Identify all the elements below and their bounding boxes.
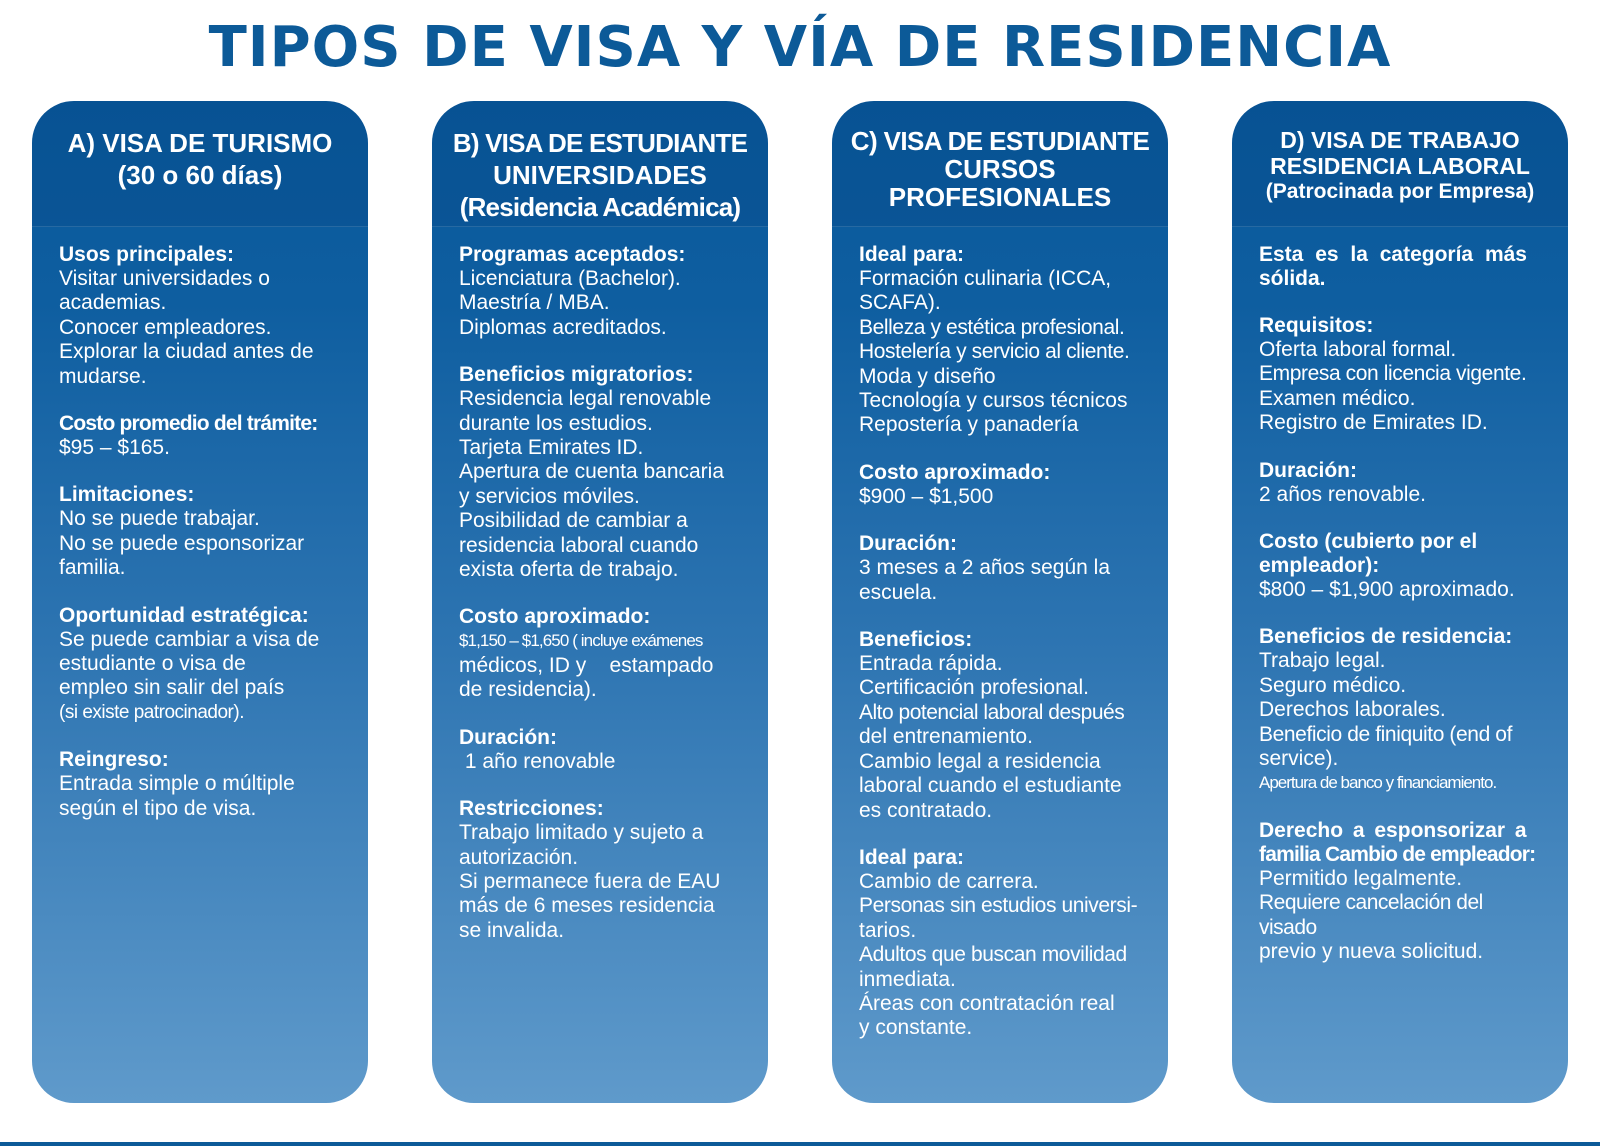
section-title: familia Cambio de empleador: <box>1259 842 1536 866</box>
page-title: TIPOS DE VISA Y VÍA DE RESIDENCIA <box>208 15 1392 80</box>
text-line: Adultos que buscan movilidad <box>859 943 1127 967</box>
card-subtitle: PROFESIONALES <box>888 182 1112 212</box>
text-line: tarios. <box>859 918 917 942</box>
text-line: 1 año renovable <box>459 749 616 773</box>
section-title: Oportunidad estratégica: <box>59 603 309 627</box>
text-line: Cambio de carrera. <box>859 869 1039 893</box>
text-line: Apertura de cuenta bancaria <box>459 460 725 484</box>
text-line: Seguro médico. <box>1259 673 1407 697</box>
text-line: 2 años renovable. <box>1259 482 1426 506</box>
text-line: Hostelería y servicio al cliente. <box>859 340 1130 364</box>
section-title: Ideal para: <box>859 845 965 869</box>
text-line: Visitar universidades o <box>59 267 270 290</box>
text-line: Tecnología y cursos técnicos <box>859 389 1128 413</box>
card-title: B) VISA DE ESTUDIANTE <box>452 128 748 158</box>
text-line: es contratado. <box>859 798 993 822</box>
section-title: Duración: <box>1259 458 1358 482</box>
text-line: del entrenamiento. <box>859 725 1033 749</box>
section-ideal-for-2 <box>859 846 1140 1041</box>
text-line: Tarjeta Emirates ID. <box>459 436 644 460</box>
section-duration <box>859 532 1140 605</box>
text-line: Diplomas acreditados. <box>459 315 667 339</box>
section-title: Duración: <box>459 725 558 749</box>
text-line: residencia laboral cuando <box>459 533 699 557</box>
section-title: Restricciones: <box>459 797 604 821</box>
section-reentry <box>59 748 340 821</box>
card-subtitle: UNIVERSIDADES <box>493 160 707 190</box>
section-restrictions <box>459 797 740 943</box>
text-line: autorización. <box>459 845 579 869</box>
text-line: inmediata. <box>859 967 956 991</box>
text-line: $1,150 – $1,650 ( incluye exámenes <box>459 631 703 651</box>
section-title: Costo aproximado: <box>459 605 651 629</box>
text-line: y servicios móviles. <box>459 484 640 508</box>
text-line: (si existe patrocinador). <box>59 701 244 723</box>
text-line: durante los estudios. <box>459 411 653 435</box>
text-line: Oferta laboral formal. <box>1259 338 1457 361</box>
section-family-sponsorship <box>1259 819 1540 965</box>
section-duration <box>1259 459 1540 507</box>
card-subtitle: CURSOS <box>944 154 1056 184</box>
section-cost <box>59 412 340 460</box>
text-line: Registro de Emirates ID. <box>1259 411 1488 435</box>
card-student-visa-university <box>432 101 768 1103</box>
text-line: médicos, ID y estampado <box>459 653 714 677</box>
section-title: Limitaciones: <box>59 483 195 507</box>
section-migration-benefits <box>459 363 740 582</box>
section-title: Costo (cubierto por el <box>1259 530 1478 554</box>
text-line: Certificación profesional. <box>859 676 1089 700</box>
text-line: Examen médico. <box>1259 386 1416 410</box>
text-line: Derechos laborales. <box>1259 698 1446 722</box>
card-header <box>432 101 768 227</box>
text-line: academias. <box>59 291 167 315</box>
section-title: Duración: <box>859 532 958 556</box>
text-line: Entrada simple o múltiple <box>59 772 295 796</box>
text-line: Si permanece fuera de EAU <box>459 869 721 893</box>
card-subtitle: (30 o 60 días) <box>117 160 283 190</box>
section-title: Esta es la categoría más <box>1259 243 1527 266</box>
text-line: empleo sin salir del país <box>59 676 285 700</box>
footer-rule <box>0 1142 1600 1146</box>
text-line: familia. <box>59 556 126 580</box>
text-line: Repostería y panadería <box>859 413 1079 437</box>
text-line: Maestría / MBA. <box>459 291 610 315</box>
text-line: escuela. <box>859 580 938 604</box>
section-title: Programas aceptados: <box>459 243 686 266</box>
text-line: más de 6 meses residencia <box>459 894 715 918</box>
section-title: sólida. <box>1259 267 1326 290</box>
section-title: Costo aproximado: <box>859 460 1051 484</box>
section-approx-cost <box>459 605 740 702</box>
text-line: $800 – $1,900 aproximado. <box>1259 578 1515 602</box>
section-ideal-for <box>859 243 1140 438</box>
section-title: Costo promedio del trámite: <box>59 412 318 436</box>
text-line: No se puede trabajar. <box>59 507 260 531</box>
card-body <box>32 227 368 821</box>
section-limitations <box>59 483 340 580</box>
text-line: Moda y diseño <box>859 364 996 388</box>
card-body <box>832 227 1168 1041</box>
section-accepted-programs <box>459 243 740 340</box>
text-line: Apertura de banco y financiamiento. <box>1259 773 1497 793</box>
text-line: Conocer empleadores. <box>59 315 272 339</box>
section-title: Reingreso: <box>59 748 169 772</box>
text-line: según el tipo de visa. <box>59 796 257 820</box>
text-line: Formación culinaria (ICCA, <box>859 267 1112 290</box>
text-line: y constante. <box>859 1016 973 1040</box>
section-title: Derecho a esponsorizar a <box>1259 818 1527 842</box>
text-line: Trabajo legal. <box>1259 649 1386 673</box>
card-subtitle: (Residencia Académica) <box>459 192 741 222</box>
text-line: Cambio legal a residencia <box>859 749 1101 773</box>
text-line: Personas sin estudios universi- <box>859 894 1138 918</box>
card-header <box>832 101 1168 227</box>
card-header <box>1232 101 1568 227</box>
card-title: C) VISA DE ESTUDIANTE <box>850 126 1150 156</box>
card-subtitle: RESIDENCIA LABORAL <box>1270 153 1530 179</box>
card-title: D) VISA DE TRABAJO <box>1280 127 1520 153</box>
section-title: Requisitos: <box>1259 314 1374 337</box>
text-line: 3 meses a 2 años según la <box>859 556 1110 580</box>
text-line: Entrada rápida. <box>859 652 1003 676</box>
text-line: Permitido legalmente. <box>1259 866 1463 890</box>
card-tourist-visa <box>32 101 368 1103</box>
card-subtitle: (Patrocinada por Empresa) <box>1265 180 1535 203</box>
section-title: Beneficios de residencia: <box>1259 625 1513 649</box>
card-title: A) VISA DE TURISMO <box>67 128 333 158</box>
section-main-uses <box>59 243 340 389</box>
text-line: Posibilidad de cambiar a <box>459 509 688 533</box>
text-line: $95 – $165. <box>59 436 170 460</box>
section-approx-cost <box>859 461 1140 509</box>
section-title: Ideal para: <box>859 243 965 266</box>
text-line: de residencia). <box>459 678 597 702</box>
text-line: Explorar la ciudad antes de <box>59 340 314 364</box>
text-line: se invalida. <box>459 918 565 942</box>
section-residence-benefits <box>1259 625 1540 795</box>
section-cost <box>1259 530 1540 602</box>
section-title: Beneficios migratorios: <box>459 363 694 387</box>
text-line: Belleza y estética profesional. <box>859 315 1125 339</box>
section-duration <box>459 726 740 774</box>
section-benefits <box>859 628 1140 823</box>
text-line: $900 – $1,500 <box>859 484 994 508</box>
text-line: Se puede cambiar a visa de <box>59 627 320 651</box>
text-line: Alto potencial laboral después <box>859 700 1125 724</box>
section-intro <box>1259 243 1540 291</box>
text-line: Beneficio de finiquito (end of <box>1259 722 1513 746</box>
text-line: service). <box>1259 747 1339 771</box>
section-title: Usos principales: <box>59 243 235 266</box>
card-header <box>32 101 368 227</box>
card-student-visa-courses <box>832 101 1168 1103</box>
text-line: estudiante o visa de <box>59 652 246 676</box>
card-work-visa <box>1232 101 1568 1103</box>
text-line: mudarse. <box>59 364 147 388</box>
text-line: Áreas con contratación real <box>859 991 1115 1015</box>
card-body <box>432 227 768 943</box>
text-line: No se puede esponsorizar <box>59 531 305 555</box>
section-title: Beneficios: <box>859 628 973 652</box>
text-line: Trabajo limitado y sujeto a <box>459 821 704 845</box>
card-body <box>1232 227 1568 965</box>
text-line: SCAFA). <box>859 291 941 315</box>
section-title: empleador): <box>1259 554 1380 578</box>
text-line: exista oferta de trabajo. <box>459 558 679 582</box>
text-line: laboral cuando el estudiante <box>859 774 1122 798</box>
text-line: Licenciatura (Bachelor). <box>459 267 681 290</box>
text-line: Requiere cancelación del visado <box>1259 891 1483 939</box>
text-line: Empresa con licencia vigente. <box>1259 362 1527 386</box>
section-strategic-opportunity <box>59 604 340 726</box>
text-line: Residencia legal renovable <box>459 387 712 411</box>
section-requirements <box>1259 314 1540 436</box>
text-line: previo y nueva solicitud. <box>1259 940 1484 964</box>
